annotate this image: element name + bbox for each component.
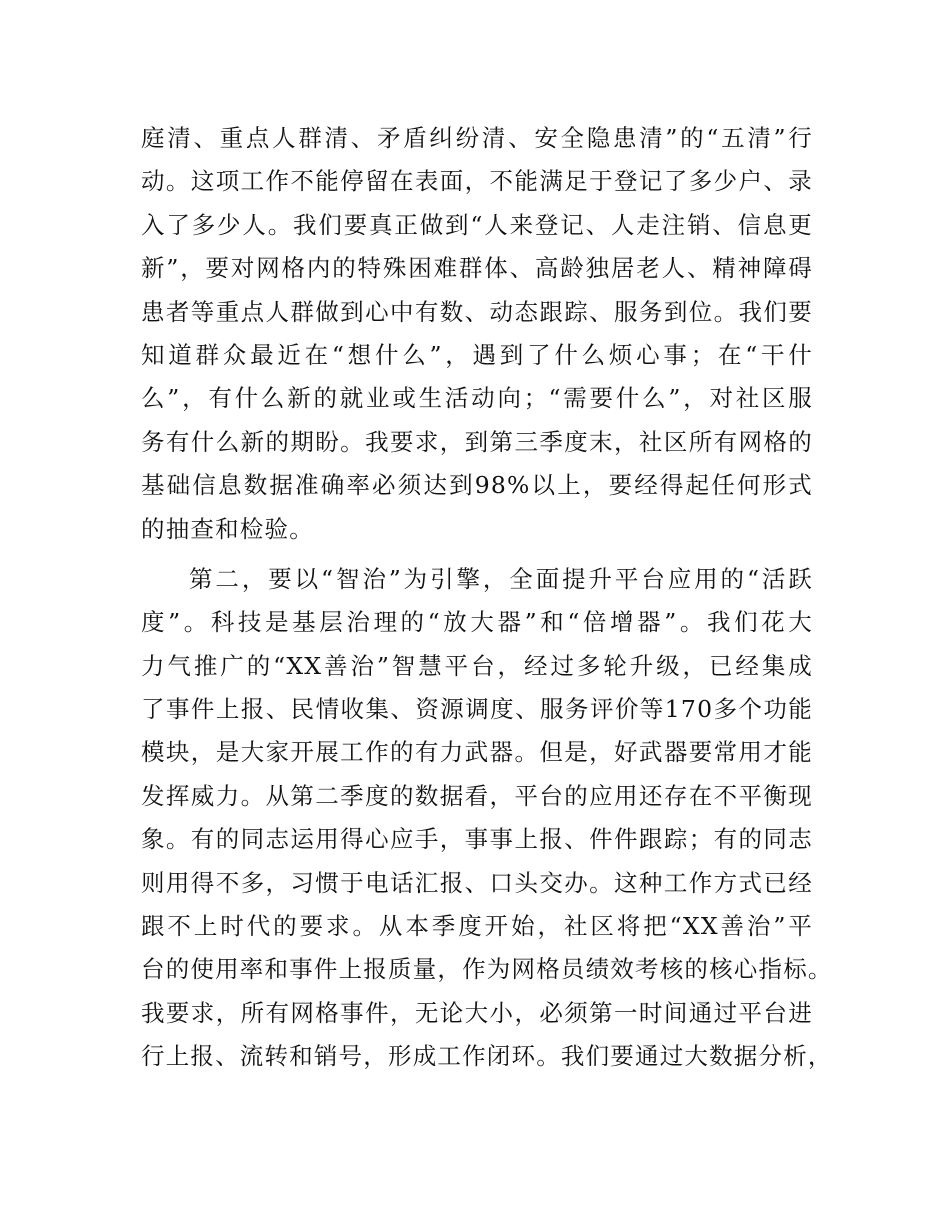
text-line: 模块，是大家开展工作的有力武器。但是，好武器要常用才能 — [141, 738, 813, 767]
text-line: 新”，要对网格内的特殊困难群体、高龄独居老人、精神障碍 — [141, 254, 813, 283]
text-line: 第二，要以“智治”为引擎，全面提升平台应用的“活跃 — [189, 564, 813, 593]
text-line: 庭清、重点人群清、矛盾纠纷清、安全隐患清”的“五清”行 — [141, 124, 813, 152]
text-line: 基础信息数据准确率必须达到98%以上，要经得起任何形式 — [141, 471, 813, 500]
text-line: 患者等重点人群做到心中有数、动态跟踪、服务到位。我们要 — [141, 297, 813, 326]
text-line: 了事件上报、民情收集、资源调度、服务评价等170多个功能 — [141, 695, 813, 724]
text-line: 发挥威力。从第二季度的数据看，平台的应用还存在不平衡现 — [141, 781, 813, 810]
text-line: 的抽查和检验。 — [141, 514, 314, 543]
text-line: 台的使用率和事件上报质量，作为网格员绩效考核的核心指标。 — [141, 955, 833, 984]
text-line: 跟不上时代的要求。从本季度开始，社区将把“XX善治”平 — [141, 912, 813, 941]
text-line: 力气推广的“XX善治”智慧平台，经过多轮升级，已经集成 — [141, 651, 813, 680]
text-line: 入了多少人。我们要真正做到“人来登记、人走注销、信息更 — [141, 210, 813, 239]
text-line: 务有什么新的期盼。我要求，到第三季度末，社区所有网格的 — [141, 427, 813, 456]
text-line: 则用得不多，习惯于电话汇报、口头交办。这种工作方式已经 — [141, 868, 813, 897]
text-line: 行上报、流转和销号，形成工作闭环。我们要通过大数据分析， — [141, 1042, 833, 1071]
text-line: 动。这项工作不能停留在表面，不能满足于登记了多少户、录 — [141, 167, 813, 196]
document-body — [141, 117, 833, 1079]
text-line: 象。有的同志运用得心应手，事事上报、件件跟踪；有的同志 — [141, 825, 813, 854]
text-line: 我要求，所有网格事件，无论大小，必须第一时间通过平台进 — [141, 998, 813, 1027]
text-line: 度”。科技是基层治理的“放大器”和“倍增器”。我们花大 — [141, 608, 813, 637]
text-line: 么”，有什么新的就业或生活动向；“需要什么”，对社区服 — [141, 384, 813, 413]
paragraph-five-clear-action — [141, 117, 813, 551]
text-line: 知道群众最近在“想什么”，遇到了什么烦心事；在“干什 — [141, 340, 813, 369]
paragraph-smart-governance — [141, 558, 833, 1079]
